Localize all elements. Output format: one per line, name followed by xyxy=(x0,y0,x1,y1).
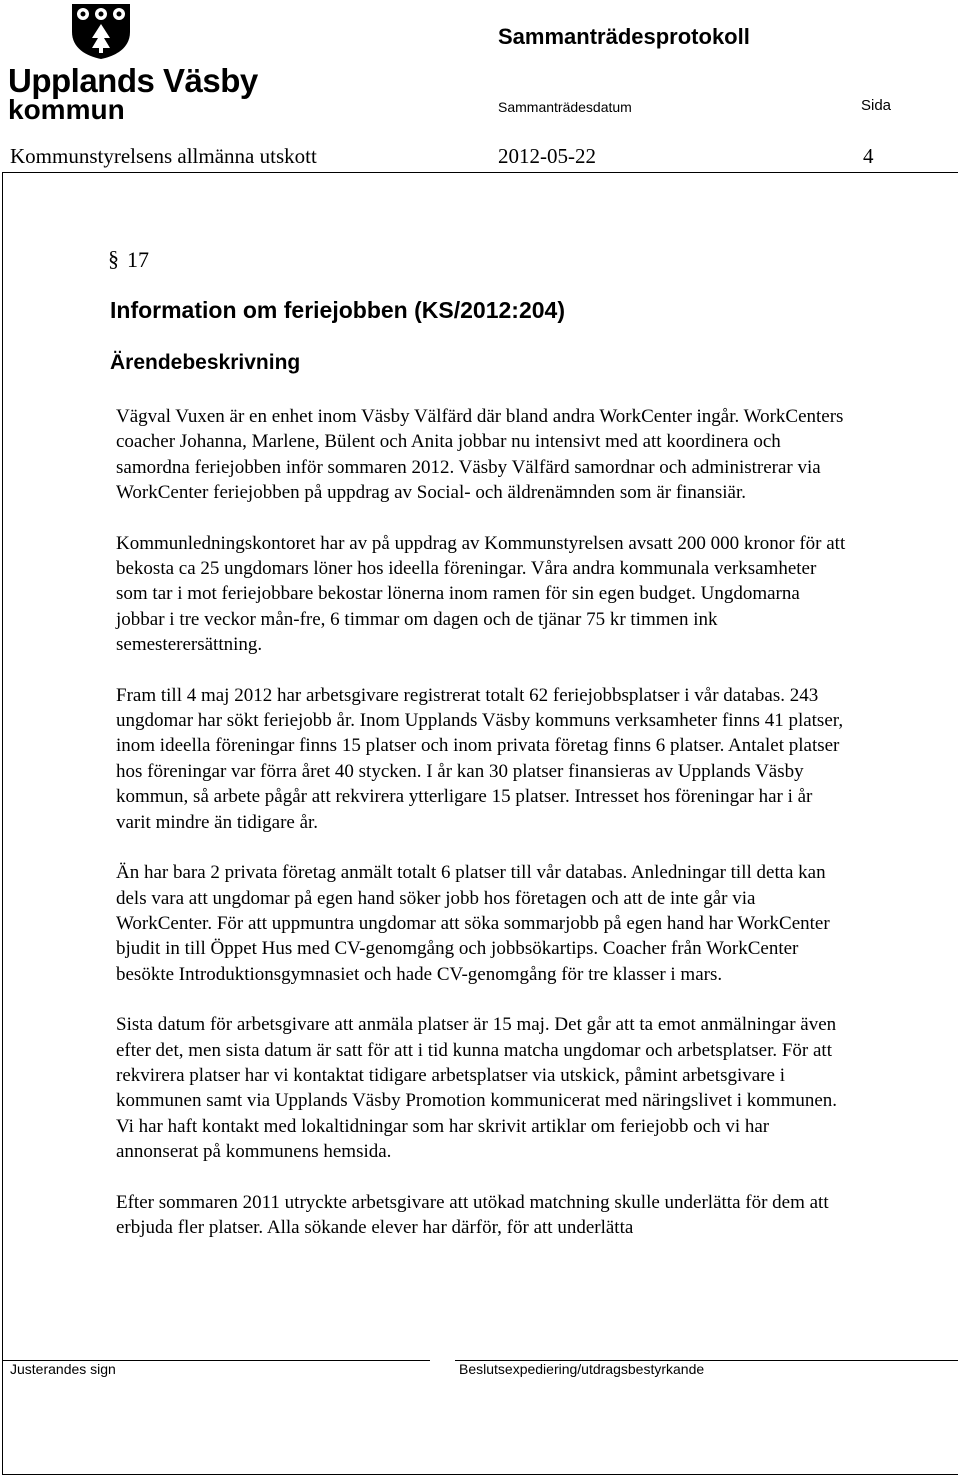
meeting-date-label: Sammanträdesdatum xyxy=(498,99,632,115)
case-description-heading: Ärendebeskrivning xyxy=(110,351,301,374)
paragraph: Sista datum för arbetsgivare att anmäla platser är 15 maj. Det går att ta emot anmälningar även efter det, men sista datum är satt för att i tid kunna matcha ungdomar och arbetsplatser. För att rekvirera platser har vi kontaktat tidigare arbetsplatser via utskick, påmint arbetsgivare i kommunen samt via Upplands Väsby Promotion kommunicerat med näringslivet i kommunen. Vi har haft kontakt med lokaltidningar som har skrivit artiklar om feriejobb och vi har annonserat på kommunens hemsida. xyxy=(116,1014,838,1163)
frame-bottom-rule xyxy=(2,1474,958,1475)
section-symbol: § xyxy=(108,246,119,271)
body-text xyxy=(116,404,846,1265)
coat-of-arms-icon xyxy=(70,2,132,60)
paragraph: Efter sommaren 2011 utryckte arbetsgivare att utökad matchning skulle underlätta för dem att erbjuda fler platser. Alla sökande elever har därför, för att underlätta xyxy=(116,1191,829,1238)
paragraph: Än har bara 2 privata företag anmält totalt 6 platser till vår databas. Anledningar till detta kan dels vara att ungdomar på egen hand söker jobb hos företagen och att de inte går via WorkCenter. För att uppmuntra ungdomar att söka sommarjobb på egen hand har WorkCenter bjudit in till Öppet Hus med CV-genomgång och jobbsökartips. Coacher från WorkCenter besökte Introduktionsgymnasiet och hade CV-genomgång för tre klasser i mars. xyxy=(116,862,830,985)
paragraph: Fram till 4 maj 2012 har arbetsgivare registrerat totalt 62 feriejobbsplatser i vår databas. 243 ungdomar har sökt feriejobb år. Inom Upplands Väsby kommuns verksamheter finns 41 platser, inom ideella föreningar finns 15 platser och inom privata företag finns 6 platser. Antalet platser hos föreningar var förra året 40 stycken. I år kan 30 platser finansieras av Upplands Väsby kommun, så arbete pågår att rekvirera ytterligare 15 platser. Intresset hos föreningar har i år varit mindre än tidigare år. xyxy=(116,684,844,833)
meeting-date: 2012-05-22 xyxy=(498,144,596,168)
municipality-logo xyxy=(8,2,258,125)
paragraph: Vägval Vuxen är en enhet inom Väsby Välfärd där bland andra WorkCenter ingår. WorkCenters coacher Johanna, Marlene, Bülent och Anita jobbar nu intensivt med att koordinera och samordna feriejobben inför sommaren 2012. Väsby Välfärd samordnar och administrerar via WorkCenter feriejobben på uppdrag av Social- och äldrenämnden som är finansiär. xyxy=(116,406,844,504)
item-title: Information om feriejobben (KS/2012:204) xyxy=(110,297,565,323)
frame-left-rule xyxy=(2,172,3,1475)
page-label: Sida xyxy=(861,97,892,114)
dispatch-certification-label: Beslutsexpediering/utdragsbestyrkande xyxy=(459,1361,705,1377)
logo-name-line1: Upplands Väsby xyxy=(8,62,258,99)
section-number: 17 xyxy=(127,247,149,272)
committee-name: Kommunstyrelsens allmänna utskott xyxy=(10,144,317,168)
page-number: 4 xyxy=(863,144,874,168)
adjuster-signature-label: Justerandes sign xyxy=(10,1361,116,1377)
logo-name-line2: kommun xyxy=(8,94,125,125)
paragraph: Kommunledningskontoret har av på uppdrag av Kommunstyrelsen avsatt 200 000 kronor för att bekosta ca 25 ungdomars löner hos ideella föreningar. Våra andra kommunala verksamheter som tar i mot feriejobbare bekostar lönerna inom ramen för sin egen budget. Ungdomarna jobbar i tre veckor mån-fre, 6 timmar om dagen och de tjänar 75 kr timmen ink semesterersättning. xyxy=(116,532,846,656)
document-type-title: Sammanträdesprotokoll xyxy=(498,24,750,49)
frame-top-rule xyxy=(2,172,958,173)
